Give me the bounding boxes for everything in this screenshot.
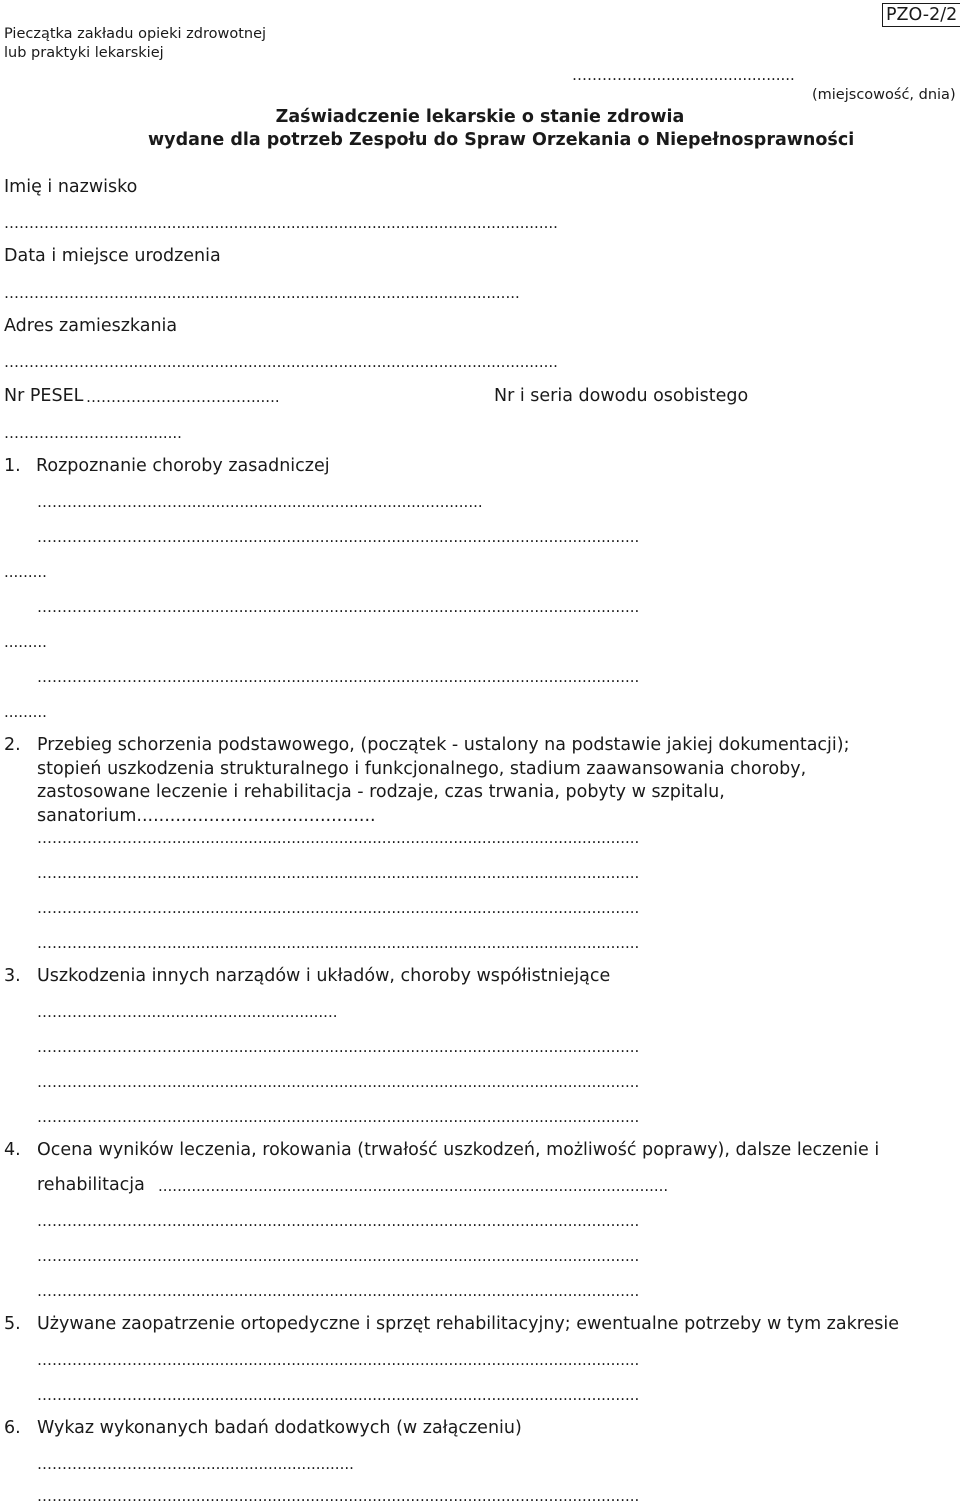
place-date-dots[interactable]: ……………............................... [572,66,795,84]
pesel-label: Nr PESEL [4,386,84,406]
section-4-label-2: rehabilitacja [37,1175,145,1195]
address-field[interactable]: ……………………........................................................................................... [4,353,558,371]
birth-label: Data i miejsce urodzenia [4,246,221,266]
section-2-field-line-2[interactable]: ……………………….................................................................................................. [37,864,640,882]
name-label: Imię i nazwisko [4,177,138,197]
section-1-field-line-2[interactable]: ……………………….................................................................................................. [37,528,640,546]
form-code: PZO-2/2 [882,3,960,27]
section-1-field-wrap-1[interactable]: ......... [4,563,47,581]
stamp-line-1: Pieczątka zakładu opieki zdrowotnej [4,26,267,42]
section-3-field-line-1[interactable]: …………………......................................... [37,1003,338,1021]
section-6-label: Wykaz wykonanych badań dodatkowych (w załączeniu) [37,1418,522,1438]
section-1-field-line-1[interactable]: ………………………….............................................................. [37,493,483,511]
section-5-field-line-2[interactable]: ……………………….................................................................................................. [37,1386,640,1404]
section-2-text: Przebieg schorzenia podstawowego, (początek - ustalony na podstawie jakiej dokumentacji); stopień uszkodzenia strukturalnego i funkcjonalnego, stadium zaawansowania choroby, zastosowane leczenie i rehabilitacja - rodzaje, czas trwania, pobyty w szpitalu, sanatorium........................................... [37,735,850,826]
section-1-field-wrap-2[interactable]: ......... [4,633,47,651]
section-4-field-line-1[interactable]: ……………………….................................................................................................. [37,1212,640,1230]
title-line-1: Zaświadczenie lekarskie o stanie zdrowia [275,107,685,127]
address-label: Adres zamieszkania [4,316,178,336]
section-3-field-line-4[interactable]: ……………………….................................................................................................. [37,1108,640,1126]
section-4-number: 4. [4,1140,21,1160]
section-5-number: 5. [4,1314,21,1334]
section-3-label: Uszkodzenia innych narządów i układów, choroby współistniejące [37,966,611,986]
place-date-caption: (miejscowość, dnia) [812,87,956,103]
section-2-field-line-1[interactable]: ……………………….................................................................................................. [37,829,640,847]
section-6-field-line-1[interactable]: …………………………................................... [37,1455,354,1473]
section-4-label: Ocena wyników leczenia, rokowania (trwałość uszkodzeń, możliwość poprawy), dalsze leczenie i [37,1140,880,1160]
id-label: Nr i seria dowodu osobistego [494,386,749,406]
section-2-number: 2. [4,735,21,755]
section-3-field-line-3[interactable]: ……………………….................................................................................................. [37,1073,640,1091]
section-5-label: Używane zaopatrzenie ortopedyczne i sprzęt rehabilitacyjny; ewentualne potrzeby w tym zakresie [37,1314,900,1334]
id-field[interactable]: ………………………......... [4,424,182,442]
name-field[interactable]: ……………………........................................................................................... [4,214,558,232]
section-1-field-line-4[interactable]: ……………………….................................................................................................. [37,668,640,686]
pesel-field[interactable]: ……………………………...... [86,388,280,406]
section-1-number: 1. [4,456,21,476]
section-3-field-line-2[interactable]: ……………………….................................................................................................. [37,1038,640,1056]
birth-field[interactable]: ……………………................................................................................... [4,284,520,302]
section-1-field-line-3[interactable]: ……………………….................................................................................................. [37,598,640,616]
stamp-line-2: lub praktyki lekarskiej [4,45,164,61]
section-4-label-2-dots[interactable]: ........................................................................................................... [158,1177,669,1195]
section-5-field-line-1[interactable]: ……………………….................................................................................................. [37,1351,640,1369]
section-3-number: 3. [4,966,21,986]
section-1-label: Rozpoznanie choroby zasadniczej [36,456,330,476]
section-6-field-line-2[interactable]: ……………………….................................................................................................. [37,1487,640,1505]
section-2-field-line-3[interactable]: ……………………….................................................................................................. [37,899,640,917]
section-4-field-line-2[interactable]: ……………………….................................................................................................. [37,1247,640,1265]
section-6-number: 6. [4,1418,21,1438]
section-4-field-line-3[interactable]: ……………………….................................................................................................. [37,1282,640,1300]
section-2-field-line-4[interactable]: ……………………….................................................................................................. [37,934,640,952]
title-line-2: wydane dla potrzeb Zespołu do Spraw Orzekania o Niepełnosprawności [148,130,855,150]
section-1-field-wrap-3[interactable]: ......... [4,703,47,721]
